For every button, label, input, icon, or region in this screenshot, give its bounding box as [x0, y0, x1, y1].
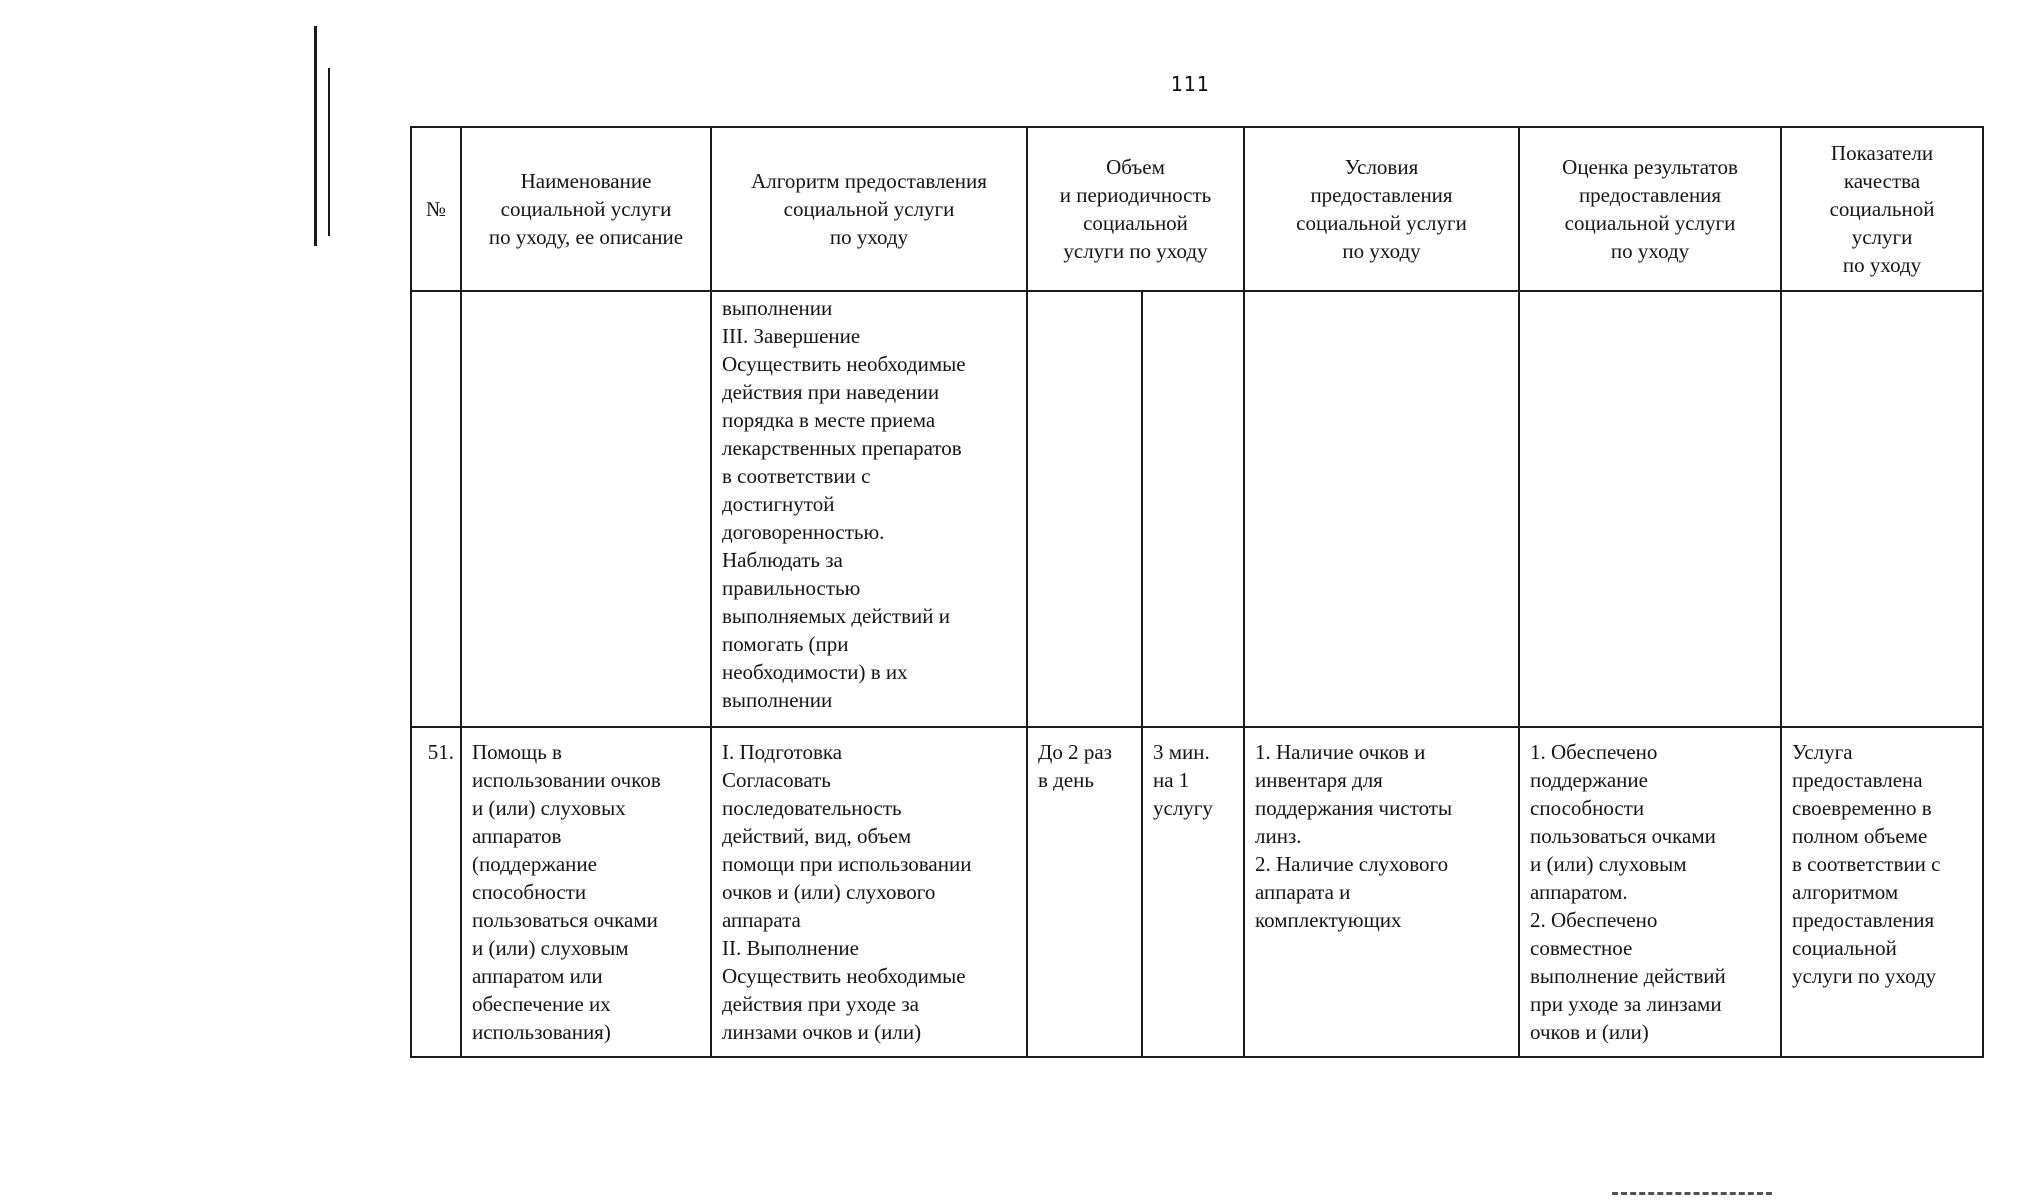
cell-frequency: [1027, 291, 1142, 727]
header-algorithm: Алгоритм предоставления социальной услуги по уходу: [711, 127, 1027, 291]
header-quality: Показатели качества социальной услуги по уходу: [1781, 127, 1983, 291]
header-number: №: [411, 127, 461, 291]
cell-conditions: [1244, 291, 1519, 727]
cell-conditions: 1. Наличие очков и инвентаря для поддержания чистоты линз. 2. Наличие слухового аппарата и комплектующих: [1244, 727, 1519, 1057]
header-service-name: Наименование социальной услуги по уходу, ее описание: [461, 127, 711, 291]
cell-algorithm: выполнении III. Завершение Осуществить необходимые действия при наведении порядка в месте приема лекарственных препаратов в соответствии с достигнутой договоренностью. Наблюдать за правильностью выполняемых действий и помогать (при необходимости) в их выполнении: [711, 291, 1027, 727]
cell-frequency: До 2 раз в день: [1027, 727, 1142, 1057]
margin-line: [314, 26, 317, 246]
stamp-fragment: [1612, 1192, 1772, 1203]
table-row: [411, 727, 1983, 1057]
page-number: 111: [1170, 72, 1210, 96]
cell-algorithm: I. Подготовка Согласовать последовательность действий, вид, объем помощи при использовании очков и (или) слухового аппарата II. Выполнение Осуществить необходимые действия при уходе за линзами очков и (или): [711, 727, 1027, 1057]
cell-quality: Услуга предоставлена своевременно в полном объеме в соответствии с алгоритмом предоставления социальной услуги по уходу: [1781, 727, 1983, 1057]
cell-number: 51.: [411, 727, 461, 1057]
cell-evaluation: [1519, 291, 1781, 727]
cell-duration: 3 мин. на 1 услугу: [1142, 727, 1244, 1057]
margin-line: [328, 68, 330, 236]
table-header-row: [411, 127, 1983, 291]
header-evaluation: Оценка результатов предоставления социальной услуги по уходу: [1519, 127, 1781, 291]
cell-duration: [1142, 291, 1244, 727]
cell-service-name: Помощь в использовании очков и (или) слуховых аппаратов (поддержание способности пользоваться очками и (или) слуховым аппаратом или обеспечение их использования): [461, 727, 711, 1057]
services-table: [410, 126, 1984, 1058]
cell-number: [411, 291, 461, 727]
cell-service-name: [461, 291, 711, 727]
cell-quality: [1781, 291, 1983, 727]
cell-evaluation: 1. Обеспечено поддержание способности пользоваться очками и (или) слуховым аппаратом. 2. Обеспечено совместное выполнение действий при уходе за линзами очков и (или): [1519, 727, 1781, 1057]
header-volume-frequency: Объем и периодичность социальной услуги по уходу: [1027, 127, 1244, 291]
table-row: [411, 291, 1983, 727]
header-conditions: Условия предоставления социальной услуги по уходу: [1244, 127, 1519, 291]
